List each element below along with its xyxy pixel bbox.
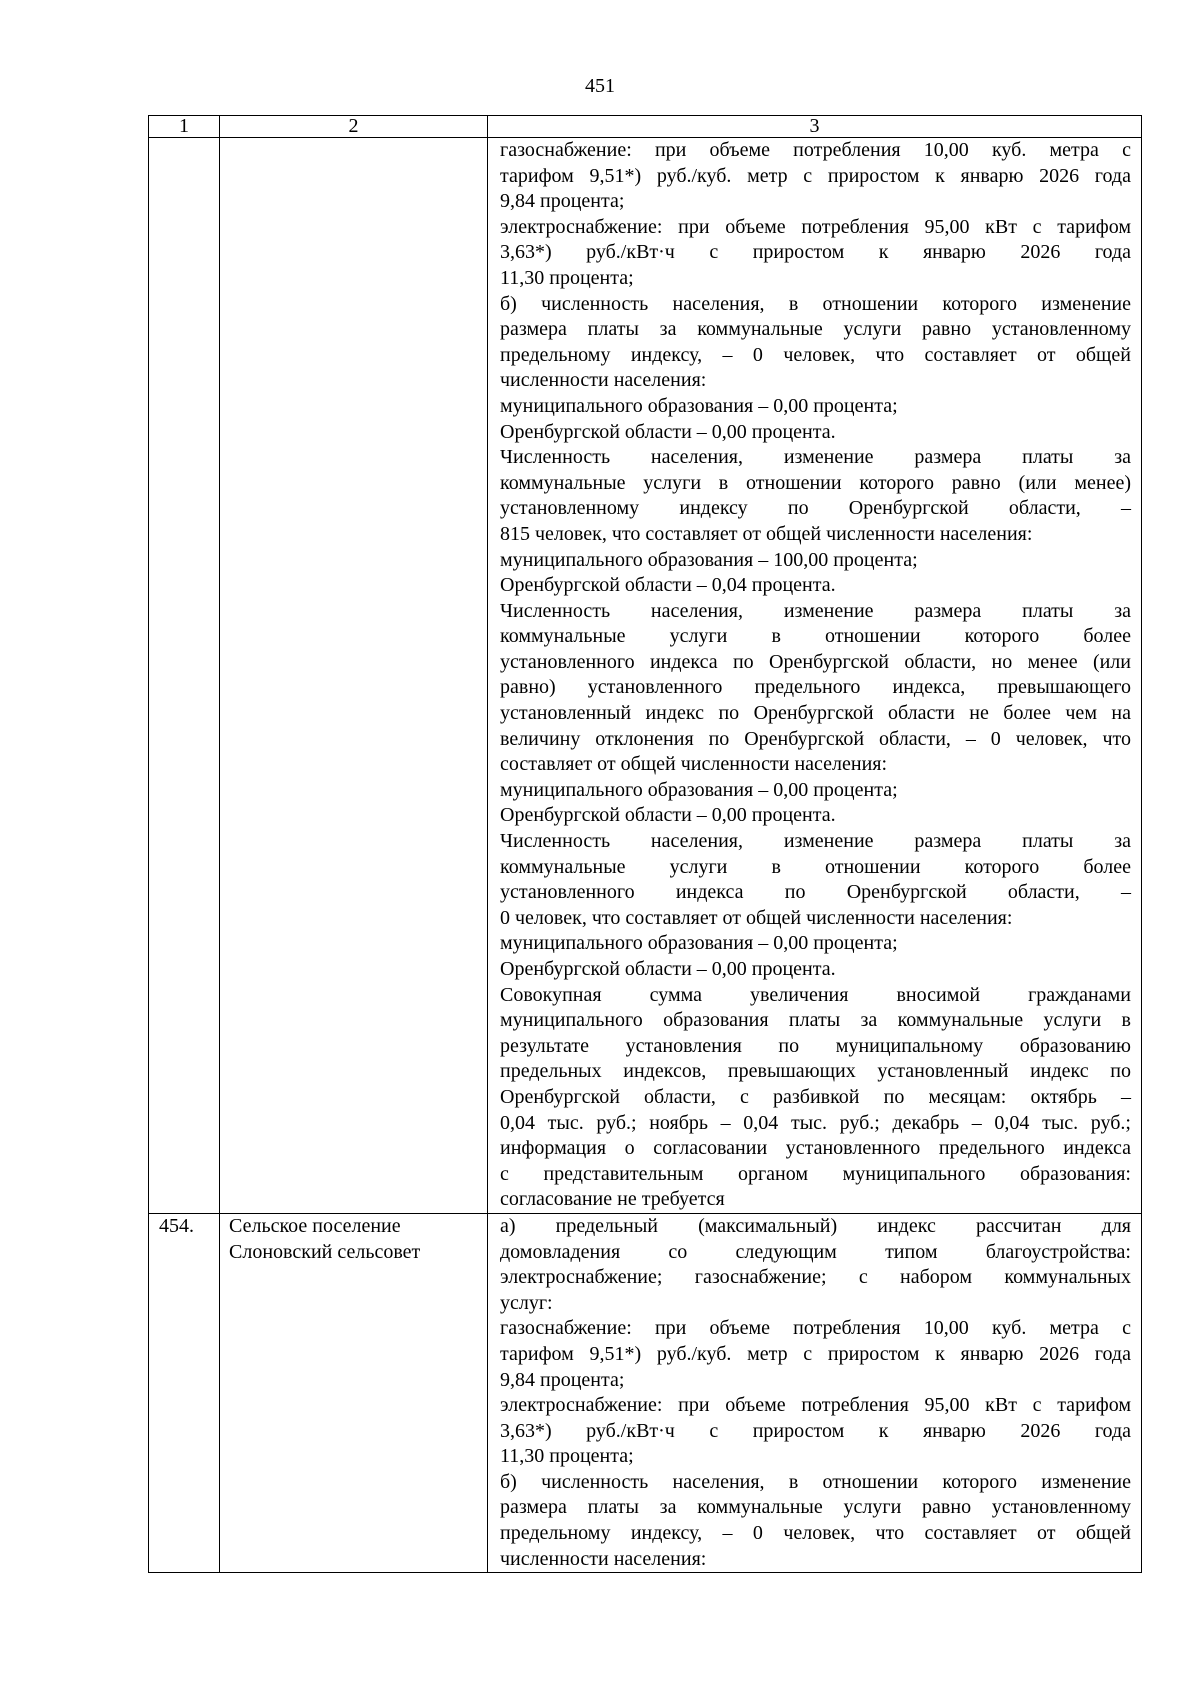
page-number: 451: [585, 75, 615, 97]
text-line: 9,84 процента;: [500, 190, 625, 213]
text-line: равно) установленного предельного индекса, превышающего: [500, 676, 1131, 699]
text-line: согласование не требуется: [500, 1188, 725, 1211]
text-line: Оренбургской области – 0,04 процента.: [500, 574, 836, 597]
text-line: численности населения:: [500, 1547, 707, 1570]
text-line: предельных индексов, превышающих установленный индекс по: [500, 1060, 1131, 1083]
row-name-cell: [220, 138, 488, 1214]
text-line: коммунальные услуги в отношении которого равно (или менее): [500, 471, 1131, 494]
header-col-2: 2: [220, 116, 488, 138]
text-line: установленного индекса по Оренбургской области, –: [500, 881, 1131, 904]
row-description-cell: [488, 1213, 1142, 1572]
text-line: установленный индекс по Оренбургской области не более чем на: [500, 702, 1131, 725]
text-line: 11,30 процента;: [500, 1445, 634, 1468]
table-row-continuation: [149, 138, 1142, 1214]
text-line: с представительным органом муниципального образования:: [500, 1162, 1131, 1185]
text-line: Численность населения, изменение размера платы за: [500, 446, 1131, 469]
text-line: Численность населения, изменение размера платы за: [500, 599, 1131, 622]
text-line: 815 человек, что составляет от общей численности населения:: [500, 522, 1033, 545]
row-number-cell: [149, 1213, 220, 1572]
text-line: а) предельный (максимальный) индекс рассчитан для: [500, 1214, 1131, 1237]
text-line: тарифом 9,51*) руб./куб. метр с приростом к январю 2026 года: [500, 1342, 1131, 1365]
text-line: муниципального образования – 0,00 процента;: [500, 778, 898, 801]
table-row-454: [149, 1213, 1142, 1572]
text-line: муниципального образования – 0,00 процента;: [500, 394, 898, 417]
continuation-text: [488, 138, 1141, 1213]
text-line: б) численность населения, в отношении которого изменение: [500, 1470, 1131, 1493]
table-header-row: [149, 116, 1142, 138]
row-name-cell: [220, 1213, 488, 1572]
text-line: коммунальные услуги в отношении которого более: [500, 855, 1131, 878]
text-line: газоснабжение: при объеме потребления 10,00 куб. метра с: [500, 1317, 1131, 1340]
text-line: 0 человек, что составляет от общей численности населения:: [500, 906, 1013, 929]
text-line: величину отклонения по Оренбургской области, – 0 человек, что: [500, 727, 1131, 750]
text-line: муниципального образования платы за коммунальные услуги в: [500, 1009, 1131, 1032]
text-line: информация о согласовании установленного предельного индекса: [500, 1137, 1131, 1160]
header-col-1: 1: [149, 116, 220, 138]
text-line: предельному индексу, – 0 человек, что составляет от общей: [500, 1522, 1131, 1545]
text-line: 3,63*) руб./кВт·ч с приростом к январю 2026 года: [500, 241, 1131, 264]
text-line: численности населения:: [500, 369, 707, 392]
text-line: Совокупная сумма увеличения вносимой гражданами: [500, 983, 1131, 1006]
text-line: 0,04 тыс. руб.; ноябрь – 0,04 тыс. руб.; декабрь – 0,04 тыс. руб.;: [500, 1111, 1131, 1134]
text-line: Оренбургской области – 0,00 процента.: [500, 804, 836, 827]
text-line: муниципального образования – 100,00 процента;: [500, 548, 918, 571]
municipality-name-line: Сельское поселение: [229, 1214, 401, 1237]
text-line: домовладения со следующим типом благоустройства:: [500, 1240, 1131, 1263]
text-line: Оренбургской области – 0,00 процента.: [500, 958, 836, 980]
text-line: коммунальные услуги в отношении которого более: [500, 625, 1131, 648]
text-line: размера платы за коммунальные услуги равно установленному: [500, 318, 1131, 341]
text-line: Численность населения, изменение размера платы за: [500, 830, 1131, 853]
text-line: составляет от общей численности населения:: [500, 753, 888, 776]
text-line: электроснабжение: при объеме потребления 95,00 кВт с тарифом: [500, 1394, 1131, 1417]
text-line: тарифом 9,51*) руб./куб. метр с приростом к январю 2026 года: [500, 164, 1131, 187]
text-line: муниципального образования – 0,00 процента;: [500, 932, 898, 955]
text-line: установленного индекса по Оренбургской области, но менее (или: [500, 650, 1131, 673]
text-line: электроснабжение: при объеме потребления 95,00 кВт с тарифом: [500, 215, 1131, 238]
text-line: 9,84 процента;: [500, 1368, 625, 1391]
tariff-table: [148, 115, 1142, 1573]
municipality-name: [220, 1214, 487, 1265]
text-line: б) численность населения, в отношении которого изменение: [500, 292, 1131, 315]
text-line: предельному индексу, – 0 человек, что составляет от общей: [500, 343, 1131, 366]
row-454-text: [488, 1214, 1141, 1572]
text-line: 3,63*) руб./кВт·ч с приростом к январю 2026 года: [500, 1419, 1131, 1442]
municipality-name-line: Слоновский сельсовет: [229, 1240, 421, 1263]
row-number: 454.: [159, 1214, 194, 1237]
header-col-3: 3: [488, 116, 1142, 138]
text-line: услуг:: [500, 1291, 553, 1314]
row-number-cell: [149, 138, 220, 1214]
text-line: газоснабжение: при объеме потребления 10,00 куб. метра с: [500, 139, 1131, 161]
text-line: 11,30 процента;: [500, 266, 634, 289]
text-line: Оренбургской области – 0,00 процента.: [500, 420, 836, 443]
text-line: результате установления по муниципальному образованию: [500, 1034, 1131, 1057]
text-line: размера платы за коммунальные услуги равно установленному: [500, 1496, 1131, 1519]
text-line: установленному индексу по Оренбургской области, –: [500, 497, 1131, 520]
text-line: электроснабжение; газоснабжение; с набором коммунальных: [500, 1266, 1131, 1289]
text-line: Оренбургской области, с разбивкой по месяцам: октябрь –: [500, 1085, 1131, 1108]
row-description-cell: [488, 138, 1142, 1214]
